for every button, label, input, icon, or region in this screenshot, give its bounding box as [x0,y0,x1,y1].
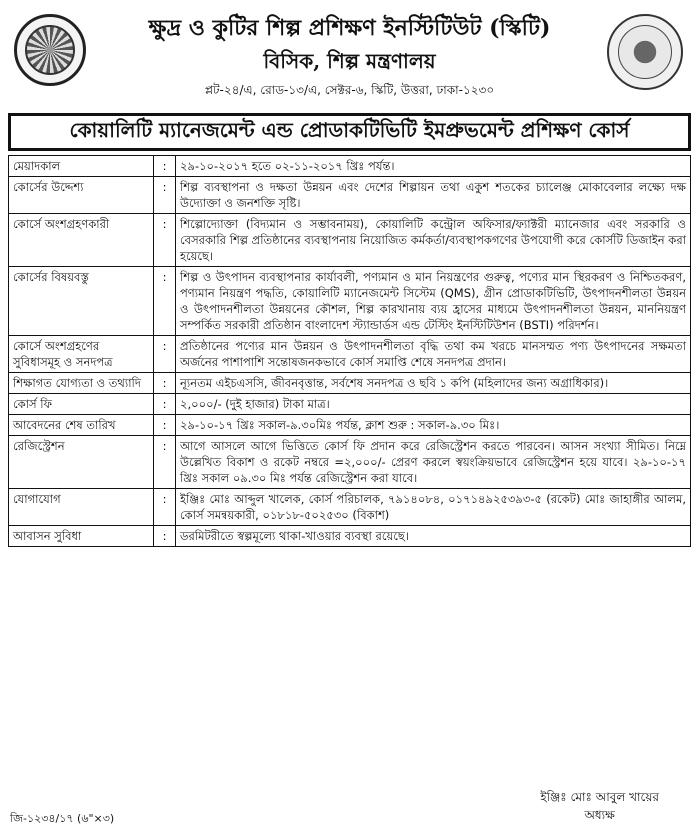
row-label: কোর্স ফি [9,394,154,415]
row-value: ২,০০০/- (দুই হাজার) টাকা মাত্র। [176,394,691,415]
reference-code: জি-১২৩৪/১৭ (৬"×৩) [10,812,115,825]
header [0,0,699,110]
address: প্লট-২৪/এ, রোড-১৩/এ, সেক্টর-৬, স্কিটি, উত্তরা, ঢাকা-১২৩০ [204,83,495,97]
row-colon: : [154,373,176,394]
table-row [9,156,691,177]
row-label: আবাসন সুবিধা [9,526,154,547]
signature-block [540,788,659,824]
row-colon: : [154,415,176,436]
course-title-banner: কোয়ালিটি ম্যানেজমেন্ট এন্ড প্রোডাকটিভিটি ইমপ্রুভমেন্ট প্রশিক্ষণ কোর্স [8,113,691,151]
row-label: কোর্সে অংশগ্রহণের সুবিধাসমূহ ও সনদপত্র [9,336,154,373]
row-value: শিল্প ও উৎপাদন ব্যবস্থাপনার কার্যাবলী, পণ্যমান ও মান নিয়ন্ত্রণের গুরুত্ব, পণ্যের মান স্থিরকরণ ও নিশ্চিতকরণ, পণ্যমান নিয়ন্ত্রণ পদ্ধতি, কোয়ালিটি ম্যানেজমেন্ট সিস্টেম (QMS), গ্রীন প্রোডাকটিভিটি, উৎপাদনশীলতা উন্নয়ন ও উৎপাদনশীলতা উন্নয়নের কৌশল, শিল্প কারখানায় ব্যয় হ্রাসের মাধ্যমে উৎপাদনশীলতা উন্নয়ন, মাননিয়ন্ত্রণ সম্পর্কিত সরকারী প্রতিষ্ঠান বাংলাদেশ স্ট্যান্ডার্ডস এন্ড টেস্টিং ইনস্টিটিউশন (BSTI) পরিদর্শন। [176,267,691,336]
row-label: কোর্সের উদ্দেশ্য [9,177,154,214]
table-row [9,267,691,336]
row-value: ডরমিটরীতে স্বল্পমূল্যে থাকা-খাওয়ার ব্যবস্থা রয়েছে। [176,526,691,547]
table-row [9,373,691,394]
table-row [9,336,691,373]
row-value: ২৯-১০-২০১৭ হতে ০২-১১-২০১৭ খ্রিঃ পর্যন্ত। [176,156,691,177]
row-value: ইঞ্জিঃ মোঃ আব্দুল খালেক, কোর্স পরিচালক, ৭৯১৪০৮৪, ০১৭১৪৯২৫৩৯৩-৫ (রকেট) মোঃ জাহাঙ্গীর আলম, কোর্স সমন্বয়কারী, ০১৮১৮-৫০২৫৩০ (বিকাশ) [176,489,691,526]
scitI-logo-icon [14,14,86,86]
table-row [9,214,691,267]
row-value: আগে আসলে আগে ভিত্তিতে কোর্স ফি প্রদান করে রেজিস্ট্রেশন করতে পারবেন। আসন সংখ্যা সীমিত। নিম্নে উল্লেখিত বিকাশ ও রকেট নম্বরে =২,০০০/- প্রেরণ করলে স্বয়ংক্রিয়ভাবে রেজিস্ট্রেশন হয়ে যাবে। ২৯-১০-১৭ খ্রিঃ সকাল ০৯.৩০ মিঃ পর্যন্ত রেজিস্ট্রেশন করা যাবে। [176,436,691,489]
row-colon: : [154,336,176,373]
ministry-title: বিসিক, শিল্প মন্ত্রণালয় [263,49,436,73]
row-label: কোর্সে অংশগ্রহণকারী [9,214,154,267]
row-colon: : [154,436,176,489]
row-colon: : [154,526,176,547]
row-colon: : [154,489,176,526]
signatory-designation: অধ্যক্ষ [584,808,615,822]
table-row [9,436,691,489]
course-info-table [8,155,691,547]
row-value: ন্যূনতম এইচএসসি, জীবনবৃত্তান্ত, সর্বশেষ সনদপত্র ও ছবি ১ কপি (মহিলাদের জন্য অগ্রাধিকার)। [176,373,691,394]
row-label: আবেদনের শেষ তারিখ [9,415,154,436]
row-colon: : [154,177,176,214]
table-row [9,415,691,436]
institute-title: ক্ষুদ্র ও কুটির শিল্প প্রশিক্ষণ ইনস্টিটিউট (স্কিটি) [148,15,551,41]
row-value: প্রতিষ্ঠানের পণ্যের মান উন্নয়ন ও উৎপাদনশীলতা বৃদ্ধি তথা কম খরচে মানসম্মত পণ্য উৎপাদনের সক্ষমতা অর্জনের পাশাপাশি সন্তোষজনকভাবে কোর্স সমাপ্তি শেষে সনদপত্র প্রদান। [176,336,691,373]
row-value: শিল্পোদ্যোক্তা (বিদ্যমান ও সম্ভাবনাময়), কোয়ালিটি কন্ট্রোল অফিসার/ফ্যাক্টরী ম্যানেজার এবং সরকারি ও বেসরকারি শিল্প প্রতিষ্ঠানের ব্যবস্থাপনায় নিয়োজিত কর্মকর্তা/ব্যবস্থাপকগণের উপযোগী করে কোর্সটি ডিজাইন করা হয়েছে। [176,214,691,267]
row-colon: : [154,214,176,267]
table-row [9,177,691,214]
govt-seal-icon [607,14,683,90]
row-label: শিক্ষাগত যোগ্যতা ও তথ্যাদি [9,373,154,394]
row-label: মেয়াদকাল [9,156,154,177]
row-value: শিল্প ব্যবস্থাপনা ও দক্ষতা উন্নয়ন এবং দেশের শিল্পায়ন তথা একুশ শতকের চ্যালেঞ্জ মোকাবেলার লক্ষ্যে দক্ষ উদ্যোক্তা ও জনশক্তি সৃষ্টি। [176,177,691,214]
row-value: ২৯-১০-১৭ খ্রিঃ সকাল-৯.৩০মিঃ পর্যন্ত, ক্লাশ শুরু : সকাল-৯.৩০ মিঃ। [176,415,691,436]
row-label: রেজিস্ট্রেশন [9,436,154,489]
table-row [9,526,691,547]
table-row [9,489,691,526]
row-colon: : [154,267,176,336]
table-row [9,394,691,415]
row-label: যোগাযোগ [9,489,154,526]
signatory-name: ইঞ্জিঃ মোঃ আবুল খায়ের [540,790,659,804]
row-colon: : [154,394,176,415]
row-label: কোর্সের বিষয়বস্তু [9,267,154,336]
row-colon: : [154,156,176,177]
